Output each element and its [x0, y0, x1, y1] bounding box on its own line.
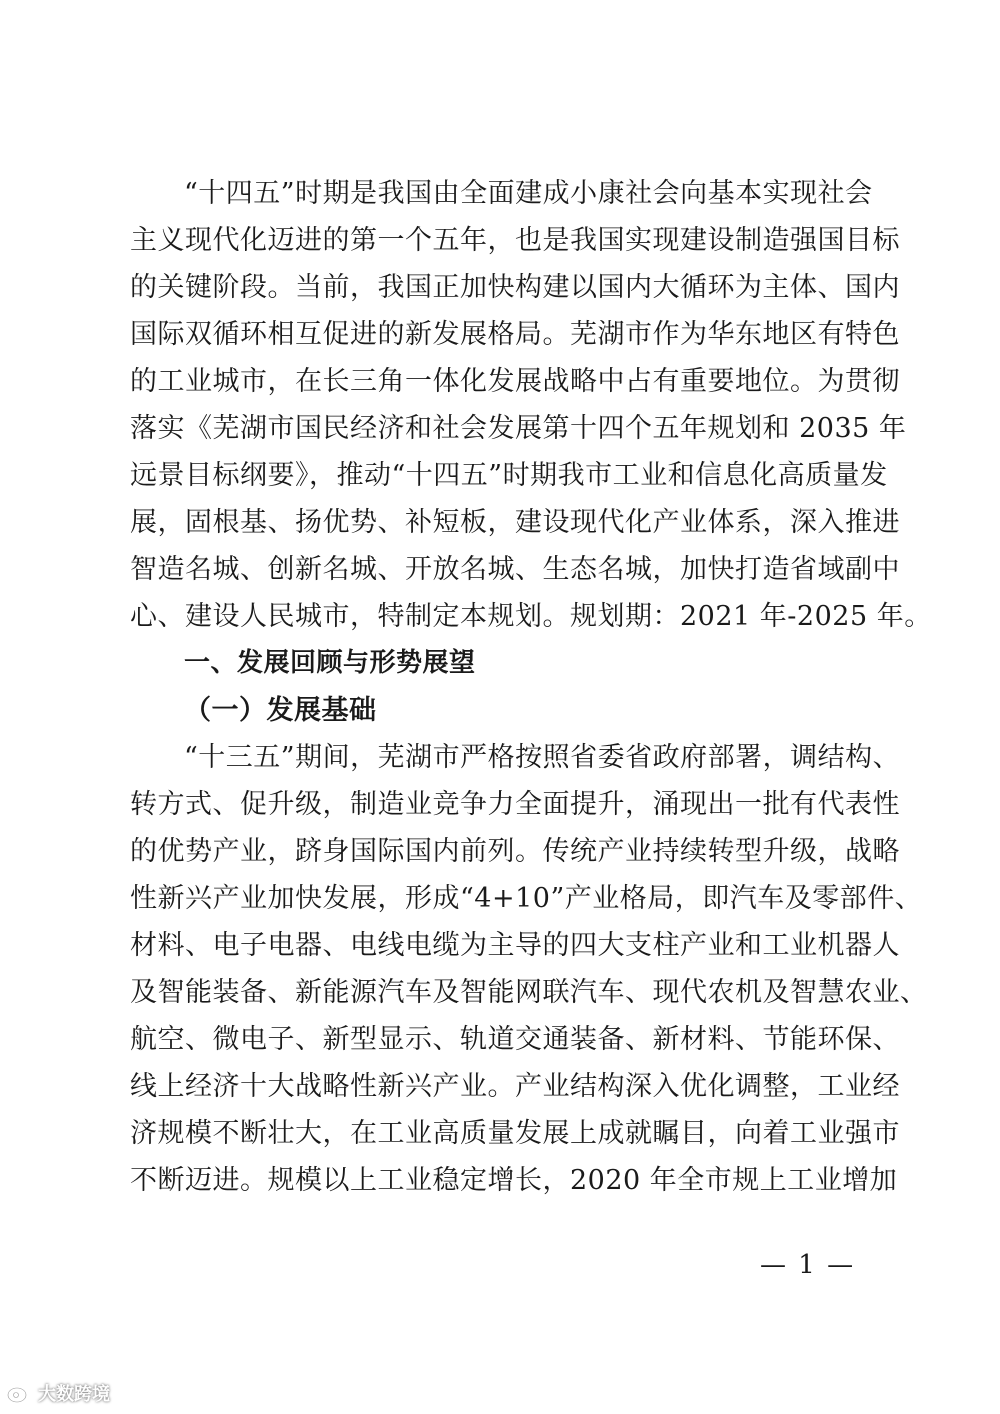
- paragraph-line: “十三五”期间，芜湖市严格按照省委省政府部署，调结构、: [184, 742, 901, 773]
- paragraph-line: 智造名城、创新名城、开放名城、生态名城，加快打造省域副中: [130, 554, 900, 585]
- paragraph-line: 主义现代化迈进的第一个五年，也是我国实现建设制造强国目标: [130, 225, 900, 256]
- paragraph-line: 转方式、促升级，制造业竞争力全面提升，涌现出一批有代表性: [130, 789, 900, 820]
- paragraph-line: 线上经济十大战略性新兴产业。产业结构深入优化调整，工业经: [130, 1071, 900, 1102]
- paragraph-line: 的关键阶段。当前，我国正加快构建以国内大循环为主体、国内: [130, 272, 900, 303]
- paragraph-line: 不断迈进。规模以上工业稳定增长，2020 年全市规上工业增加: [130, 1165, 898, 1196]
- paragraph-line: 济规模不断壮大，在工业高质量发展上成就瞩目，向着工业强市: [130, 1118, 900, 1149]
- paragraph-line: 心、建设人民城市，特制定本规划。规划期：2021 年-2025 年。: [130, 601, 932, 632]
- watermark: [6, 1380, 110, 1406]
- paragraph-line: 国际双循环相互促进的新发展格局。芜湖市作为华东地区有特色: [130, 319, 900, 350]
- paragraph-line: 落实《芜湖市国民经济和社会发展第十四个五年规划和 2035 年: [130, 413, 907, 444]
- paragraph-line: “十四五”时期是我国由全面建成小康社会向基本实现社会: [184, 178, 873, 209]
- paragraph-line: 航空、微电子、新型显示、轨道交通装备、新材料、节能环保、: [130, 1024, 900, 1055]
- weibo-logo-icon: [6, 1382, 32, 1404]
- intro-paragraph: [130, 170, 932, 640]
- paragraph-line: 远景目标纲要》，推动“十四五”时期我市工业和信息化高质量发: [130, 460, 888, 491]
- subsection-heading: （一）发展基础: [184, 695, 377, 726]
- section-heading: 一、发展回顾与形势展望: [184, 648, 476, 678]
- foundation-paragraph: [130, 734, 928, 1204]
- watermark-text: 大数跨境: [38, 1384, 110, 1405]
- page-number: — 1 —: [760, 1250, 856, 1280]
- paragraph-line: 的工业城市，在长三角一体化发展战略中占有重要地位。为贯彻: [130, 366, 900, 397]
- paragraph-line: 展，固根基、扬优势、补短板，建设现代化产业体系，深入推进: [130, 507, 900, 538]
- paragraph-line: 性新兴产业加快发展，形成“4+10”产业格局，即汽车及零部件、: [130, 883, 923, 914]
- paragraph-line: 的优势产业，跻身国际国内前列。传统产业持续转型升级，战略: [130, 836, 900, 867]
- document-page: [130, 170, 932, 1204]
- paragraph-line: 及智能装备、新能源汽车及智能网联汽车、现代农机及智慧农业、: [130, 977, 928, 1008]
- paragraph-line: 材料、电子电器、电线电缆为主导的四大支柱产业和工业机器人: [130, 930, 900, 961]
